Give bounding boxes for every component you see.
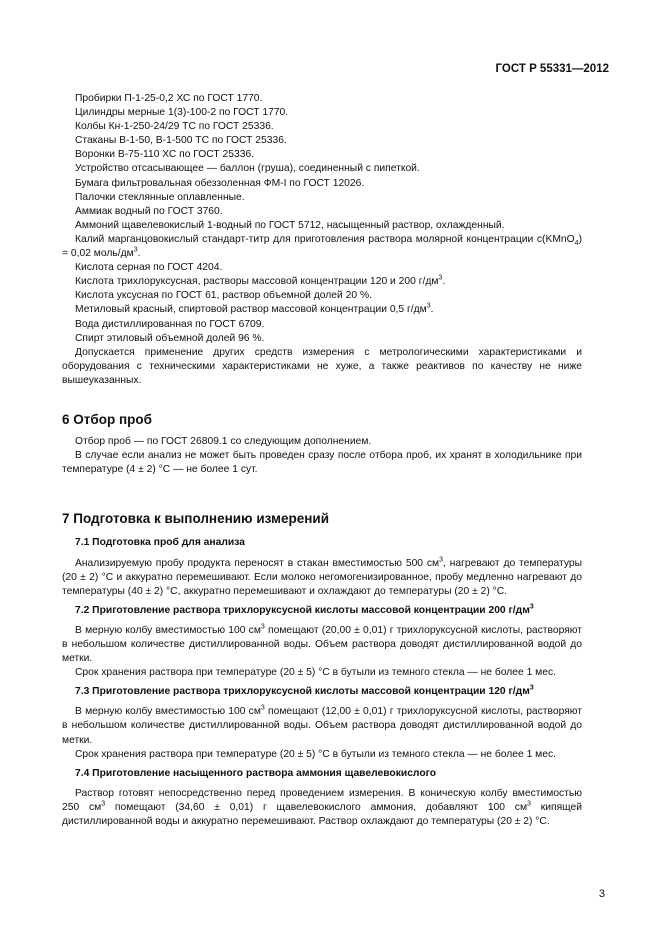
paragraph: Раствор готовят непосредственно перед проведением измерения. В коническую колбу вместимостью 250 $см^3$ помещают (34,60 ± 0,01) г щавелевокислого аммония, добавляют 100 $см^3$ кипящей дистиллированной воды и аккуратно перемешивают. Раствор охлаждают до температуры (20 ± 2) °С. <box>62 787 582 828</box>
paragraph: Срок хранения раствора при температуре (20 ± 5) °С в бутыли из темного стекла — не более 1 мес. <box>75 748 556 760</box>
paragraph: Срок хранения раствора при температуре (20 ± 5) °С в бутыли из темного стекла — не более 1 мес. <box>75 667 556 679</box>
page-content <box>62 92 582 829</box>
list-item: Бумага фильтровальная обеззоленная ФМ-I по ГОСТ 12026. <box>75 177 365 189</box>
subsection-7-3-heading: 7.3 Приготовление раствора трихлоруксусной кислоты массовой концентрации 120 $г/дм^3$ <box>75 684 534 698</box>
list-item: Стаканы В-1-50, В-1-500 ТС по ГОСТ 25336. <box>75 135 287 147</box>
paragraph: Отбор проб — по ГОСТ 26809.1 со следующим дополнением. <box>75 436 372 448</box>
paragraph: Допускается применение других средств измерения с метрологическими характеристиками и оборудования с техническими характеристиками не хуже, а также реактивов по качеству не ниже вышеуказанных. <box>62 346 582 386</box>
list-item: Устройство отсасывающее — баллон (груша), соединенный с пипеткой. <box>75 163 420 175</box>
list-item: Палочки стеклянные оплавленные. <box>75 191 245 203</box>
page-number: 3 <box>598 888 605 900</box>
list-item: Кислота трихлоруксусная, растворы массовой концентрации 120 и 200 $г/дм^3$. <box>75 274 446 288</box>
paragraph: В мерную колбу вместимостью 100 $см^3$ помещают (20,00 ± 0,01) г трихлоруксусной кислоты, растворяют в небольшом количестве дистиллированной воды. Объем раствора доводят дистиллированной водой до метки. <box>62 623 582 665</box>
list-item: Кислота уксусная по ГОСТ 61, раствор объемной долей 20 %. <box>75 290 372 302</box>
subsection-7-2-heading: 7.2 Приготовление раствора трихлоруксусной кислоты массовой концентрации 200 $г/дм^3$ <box>75 603 534 616</box>
equipment-list <box>62 92 582 388</box>
section-6-heading: 6 Отбор проб <box>62 411 152 427</box>
list-item: Воронки В-75-110 ХС по ГОСТ 25336. <box>75 149 255 161</box>
document-header: ГОСТ Р 55331—2012 <box>495 63 609 75</box>
section-7-heading: 7 Подготовка к выполнению измерений <box>62 511 329 527</box>
paragraph: В мерную колбу вместимостью 100 $см^3$ помещают (12,00 ± 0,01) г трихлоруксусной кислоты, растворяют в небольшом количестве дистиллированной воды. Объем раствора доводят дистиллированной водой до метки. <box>62 704 582 746</box>
list-item: Вода дистиллированная по ГОСТ 6709. <box>75 318 265 330</box>
list-item: Колбы Кн-1-250-24/29 ТС по ГОСТ 25336. <box>75 121 274 133</box>
list-item: Аммоний щавелевокислый 1-водный по ГОСТ 5712, насыщенный раствор, охлажденный. <box>75 219 505 231</box>
list-item: Пробирки П-1-25-0,2 ХС по ГОСТ 1770. <box>75 93 263 104</box>
list-item: Калий марганцовокислый стандарт-титр для приготовления раствора молярной концентрации c(KMnO$_4$) = 0,02 моль/$дм^3$. <box>62 233 582 260</box>
list-item: Аммиак водный по ГОСТ 3760. <box>75 205 223 217</box>
list-item: Цилиндры мерные 1(3)-100-2 по ГОСТ 1770. <box>75 107 289 119</box>
subsection-7-1-heading: 7.1 Подготовка проб для анализа <box>75 537 245 549</box>
list-item: Спирт этиловый объемной долей 96 %. <box>75 332 265 344</box>
list-item: Кислота серная по ГОСТ 4204. <box>75 262 223 274</box>
subsection-7-4-heading: 7.4 Приготовление насыщенного раствора аммония щавелевокислого <box>75 767 437 779</box>
paragraph: Анализируемую пробу продукта переносят в стакан вместимостью 500 $см^3$, нагревают до температуры (20 ± 2) °С и аккуратно перемешивают. Если молоко негомогенизированное, пробу медленно нагревают до температуры (40 ± 2) °С, аккуратно перемешивают и охлаждают до температуры (20 ± 2) °С. <box>62 556 582 597</box>
list-item: Метиловый красный, спиртовой раствор массовой концентрации 0,5 $г/дм^3$. <box>75 302 434 316</box>
paragraph: В случае если анализ не может быть проведен сразу после отбора проб, их хранят в холодильнике при температуре (4 ± 2) °С — не более 1 сут. <box>62 450 582 476</box>
